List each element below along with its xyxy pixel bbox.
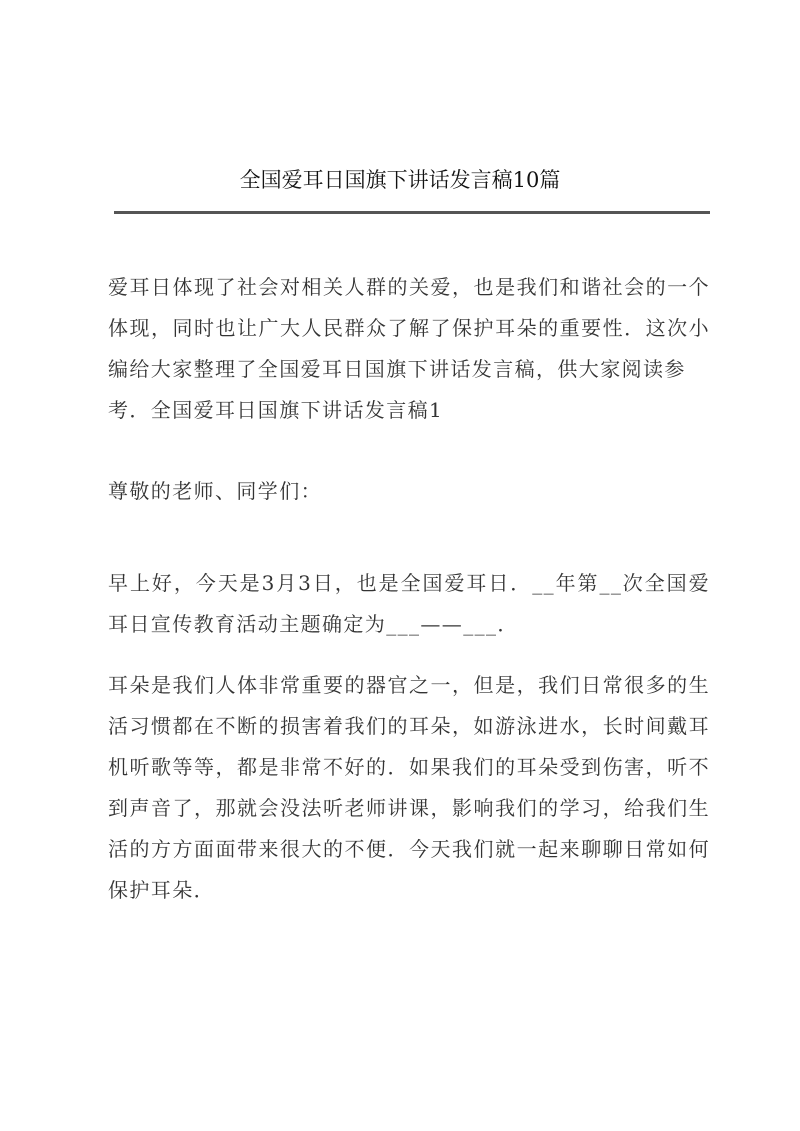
text-line: 活习惯都在不断的损害着我们的耳朵，如游泳进水，长时间戴耳 bbox=[108, 714, 710, 738]
text-line: 活的方方面面带来很大的不便．今天我们就一起来聊聊日常如何 bbox=[108, 837, 710, 861]
paragraph-greeting bbox=[108, 471, 710, 512]
text-line: 考．全国爱耳日国旗下讲话发言稿1 bbox=[108, 398, 444, 422]
paragraph-body bbox=[108, 665, 710, 911]
document-title: 全国爱耳日国旗下讲话发言稿10篇 bbox=[239, 168, 561, 192]
text-line: 耳日宣传教育活动主题确定为___——___． bbox=[108, 612, 519, 636]
text-line: 机听歌等等，都是非常不好的．如果我们的耳朵受到伤害，听不 bbox=[108, 755, 710, 779]
text-line: 编给大家整理了全国爱耳日国旗下讲话发言稿，供大家阅读参 bbox=[108, 357, 686, 381]
text-line: 体现，同时也让广大人民群众了解了保护耳朵的重要性．这次小 bbox=[108, 316, 710, 340]
text-line: 到声音了，那就会没法听老师讲课，影响我们的学习，给我们生 bbox=[108, 796, 710, 820]
paragraph-intro bbox=[108, 267, 710, 431]
title-divider bbox=[114, 211, 710, 214]
text-line: 尊敬的老师、同学们： bbox=[108, 479, 322, 503]
text-line: 保护耳朵． bbox=[108, 878, 215, 902]
text-line: 耳朵是我们人体非常重要的器官之一，但是，我们日常很多的生 bbox=[108, 673, 710, 697]
text-line: 早上好，今天是3月3日，也是全国爱耳日．__年第__次全国爱 bbox=[108, 571, 710, 595]
paragraph-opening bbox=[108, 563, 710, 645]
text-line: 爱耳日体现了社会对相关人群的关爱，也是我们和谐社会的一个 bbox=[108, 275, 710, 299]
